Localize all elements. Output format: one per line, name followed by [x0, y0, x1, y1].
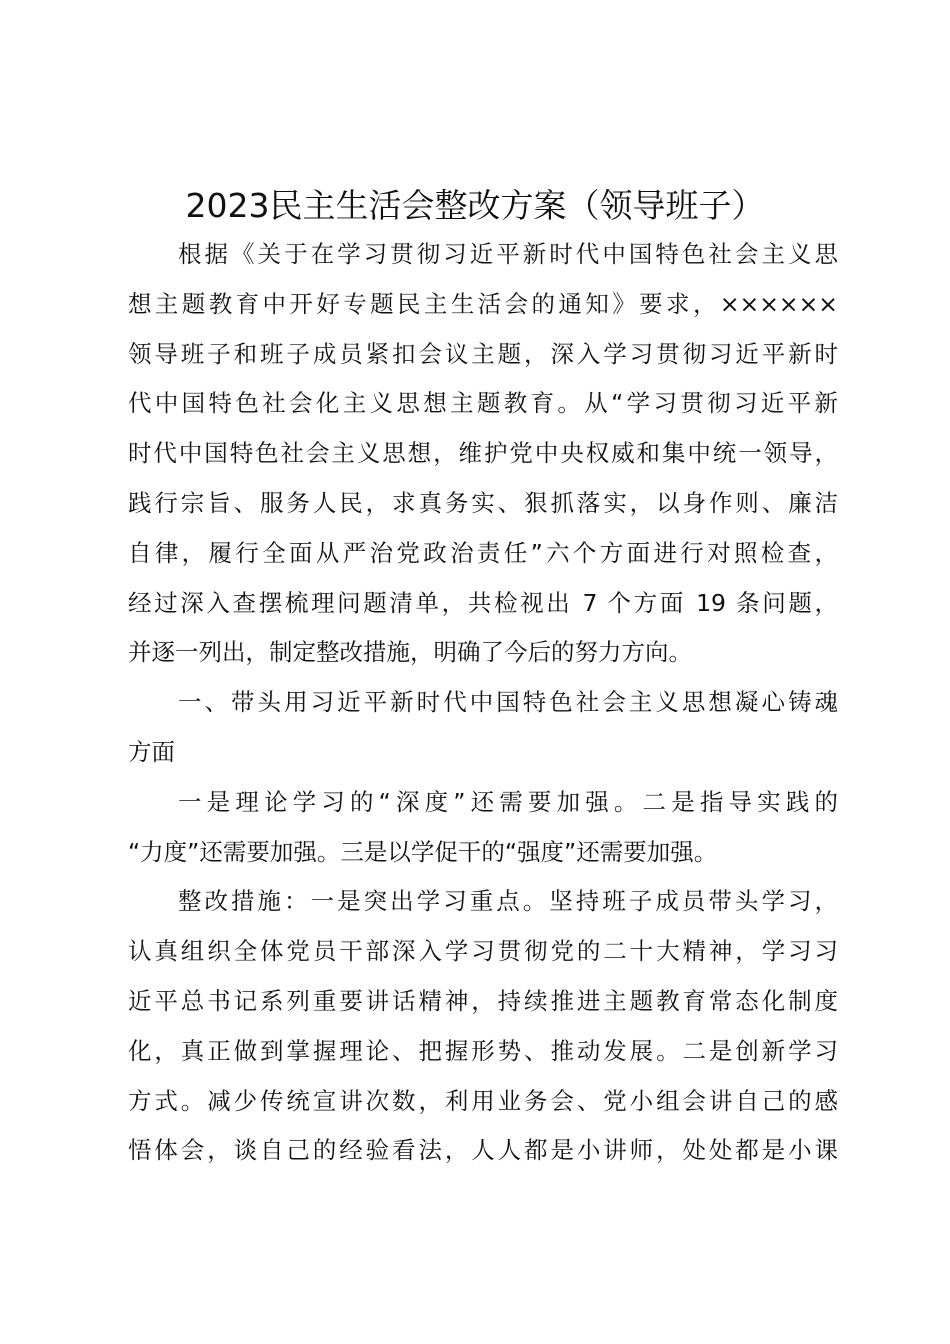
text-line: 认真组织全体党员干部深入学习贯彻党的二十大精神，学习习: [128, 937, 838, 966]
text-line: 化，真正做到掌握理论、把握形势、推动发展。二是创新学习: [128, 1036, 838, 1065]
text-line: 根据《关于在学习贯彻习近平新时代中国特色社会主义思: [178, 240, 838, 268]
text-line: “力度”还需要加强。三是以学促干的“强度”还需要加强。: [128, 837, 718, 866]
text-line: 自律，履行全面从严治党政治责任”六个方面进行对照检查，: [128, 538, 838, 567]
text-line: 领导班子和班子成员紧扣会议主题，深入学习贯彻习近平新时: [128, 339, 838, 368]
text-line: 想主题教育中开好专题民主生活会的通知》要求，××××××: [128, 289, 838, 318]
document-body: [128, 230, 838, 1176]
text-line: 近平总书记系列重要讲话精神，持续推进主题教育常态化制度: [128, 986, 838, 1015]
text-line: 方面: [128, 737, 175, 766]
text-line: 悟体会，谈自己的经验看法，人人都是小讲师，处处都是小课: [128, 1136, 838, 1165]
text-line: 方式。减少传统宣讲次数，利用业务会、党小组会讲自己的感: [128, 1086, 838, 1115]
text-line: 践行宗旨、服务人民，求真务实、狠抓落实，以身作则、廉洁: [128, 488, 838, 517]
document-title: 2023民主生活会整改方案（领导班子）: [185, 186, 765, 225]
text-line: 整改措施：一是突出学习重点。坚持班子成员带头学习，: [178, 887, 838, 916]
text-line: 一、带头用习近平新时代中国特色社会主义思想凝心铸魂: [178, 688, 838, 717]
text-line: 并逐一列出，制定整改措施，明确了今后的努力方向。: [128, 638, 692, 667]
text-line: 时代中国特色社会主义思想，维护党中央权威和集中统一领导，: [128, 439, 838, 468]
text-line: 经过深入查摆梳理问题清单，共检视出 7 个方面 19 条问题，: [128, 588, 838, 617]
text-line: 代中国特色社会化主义思想主题教育。从“学习贯彻习近平新: [128, 389, 838, 418]
text-line: 一是理论学习的“深度”还需要加强。二是指导实践的: [178, 787, 838, 816]
